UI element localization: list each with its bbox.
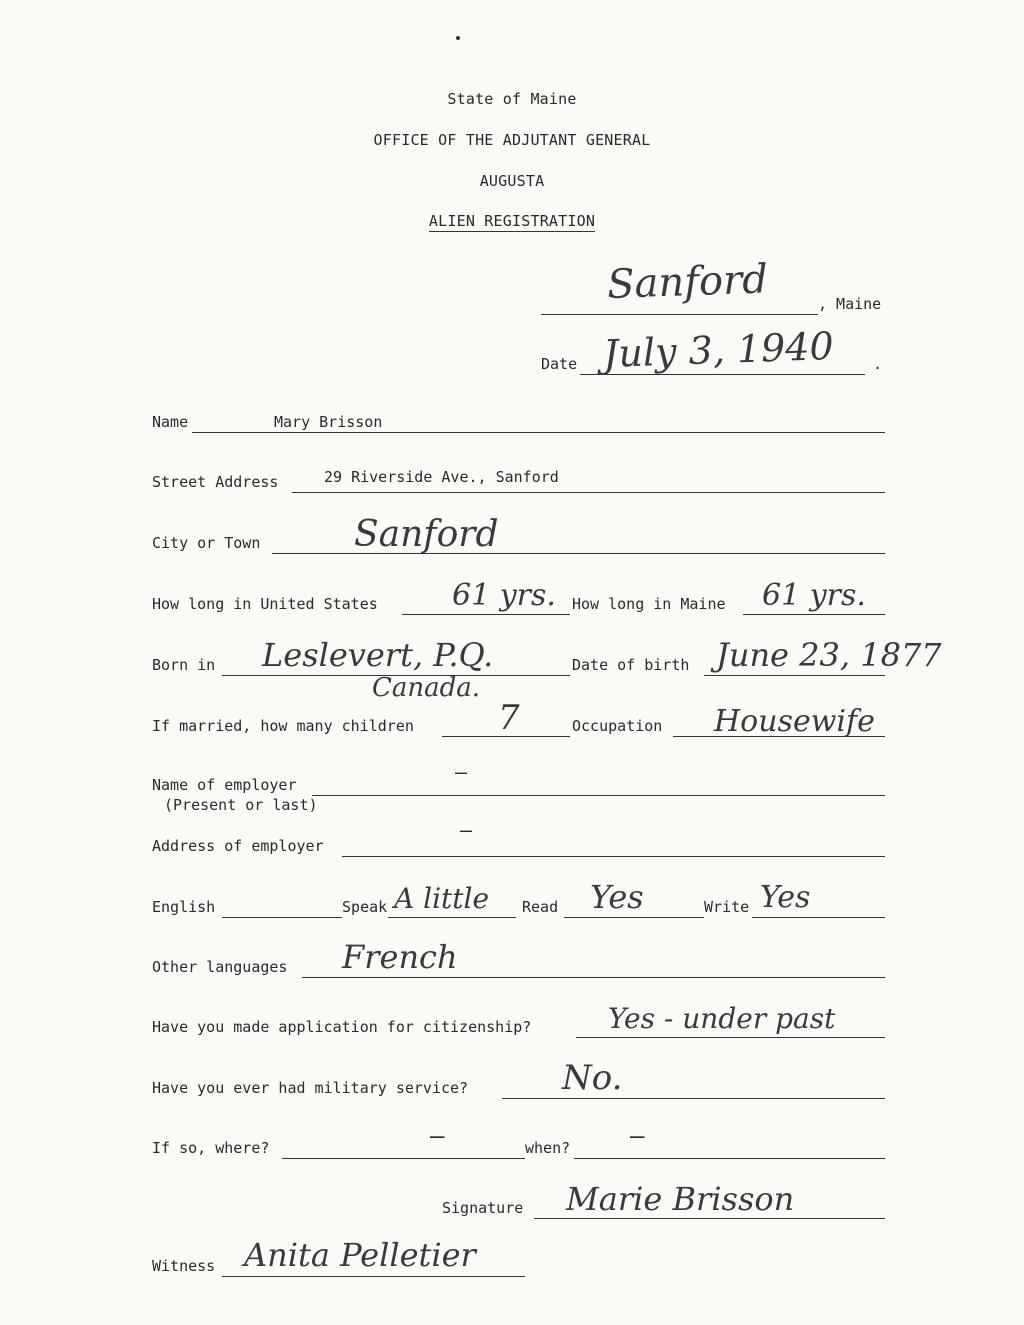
name-line bbox=[192, 432, 885, 433]
office-heading: OFFICE OF THE ADJUTANT GENERAL bbox=[373, 131, 651, 149]
how-long-us-value: 61 yrs. bbox=[452, 578, 556, 613]
children-label: If married, how many children bbox=[152, 717, 414, 735]
state-heading: State of Maine bbox=[447, 90, 577, 108]
read-label: Read bbox=[522, 898, 559, 916]
born-in-label: Born in bbox=[152, 656, 216, 674]
date-of-birth-value: June 23, 1877 bbox=[716, 636, 942, 674]
city-heading: AUGUSTA bbox=[479, 172, 545, 190]
employer-name-sublabel: (Present or last) bbox=[164, 796, 318, 814]
witness-label: Witness bbox=[152, 1257, 216, 1275]
military-value: No. bbox=[562, 1058, 623, 1098]
english-label: English bbox=[152, 898, 216, 916]
date-value: July 3, 1940 bbox=[602, 323, 835, 376]
employer-name-value: — bbox=[455, 760, 468, 784]
write-value: Yes bbox=[760, 880, 811, 915]
name-label: Name bbox=[152, 413, 189, 431]
place-suffix: , Maine bbox=[818, 295, 882, 313]
speak-label: Speak bbox=[342, 898, 388, 916]
occupation-label: Occupation bbox=[572, 717, 663, 735]
read-line bbox=[564, 917, 704, 918]
witness-line bbox=[222, 1276, 525, 1277]
signature-label: Signature bbox=[442, 1199, 524, 1217]
born-in-value: Leslevert, P.Q. bbox=[262, 636, 494, 674]
date-label: Date bbox=[541, 355, 578, 373]
other-languages-line bbox=[302, 977, 885, 978]
employer-name-label: Name of employer bbox=[152, 776, 297, 794]
if-so-where-line bbox=[282, 1158, 525, 1159]
signature-line bbox=[534, 1218, 885, 1219]
date-suffix: . bbox=[873, 355, 883, 373]
name-value: Mary Brisson bbox=[274, 413, 383, 431]
city-or-town-label: City or Town bbox=[152, 534, 261, 552]
how-long-maine-line bbox=[743, 614, 885, 615]
street-address-line bbox=[292, 492, 885, 493]
signature-value: Marie Brisson bbox=[566, 1180, 795, 1218]
street-address-label: Street Address bbox=[152, 473, 279, 491]
date-of-birth-line bbox=[704, 675, 885, 676]
speak-value: A little bbox=[394, 882, 490, 915]
form-title: ALIEN REGISTRATION bbox=[428, 212, 596, 230]
how-long-maine-value: 61 yrs. bbox=[762, 578, 866, 613]
place-line bbox=[541, 314, 818, 315]
born-in-country: Canada. bbox=[372, 673, 481, 703]
employer-address-value: — bbox=[460, 818, 473, 842]
when-value: — bbox=[630, 1122, 645, 1150]
how-long-us-label: How long in United States bbox=[152, 595, 378, 613]
city-or-town-value: Sanford bbox=[354, 514, 499, 555]
write-label: Write bbox=[704, 898, 750, 916]
street-address-value: 29 Riverside Ave., Sanford bbox=[324, 468, 559, 486]
other-languages-label: Other languages bbox=[152, 958, 288, 976]
how-long-us-line bbox=[402, 614, 570, 615]
children-value: 7 bbox=[498, 698, 520, 738]
other-languages-value: French bbox=[342, 938, 458, 976]
when-label: when? bbox=[525, 1139, 571, 1157]
military-line bbox=[502, 1098, 885, 1099]
date-of-birth-label: Date of birth bbox=[572, 656, 690, 674]
citizenship-value: Yes - under past bbox=[608, 1002, 836, 1035]
when-line bbox=[574, 1158, 885, 1159]
place-value: Sanford bbox=[606, 256, 769, 308]
english-line bbox=[222, 917, 342, 918]
stray-mark bbox=[456, 36, 460, 40]
witness-value: Anita Pelletier bbox=[244, 1236, 476, 1274]
if-so-where-value: — bbox=[430, 1122, 445, 1150]
citizenship-label: Have you made application for citizenship? bbox=[152, 1018, 532, 1036]
employer-address-line bbox=[342, 856, 885, 857]
how-long-maine-label: How long in Maine bbox=[572, 595, 726, 613]
speak-line bbox=[388, 917, 516, 918]
military-label: Have you ever had military service? bbox=[152, 1079, 469, 1097]
citizenship-line bbox=[576, 1037, 885, 1038]
read-value: Yes bbox=[590, 878, 644, 916]
write-line bbox=[752, 917, 885, 918]
if-so-where-label: If so, where? bbox=[152, 1139, 270, 1157]
occupation-value: Housewife bbox=[714, 704, 875, 739]
employer-address-label: Address of employer bbox=[152, 837, 324, 855]
employer-name-line bbox=[312, 795, 885, 796]
